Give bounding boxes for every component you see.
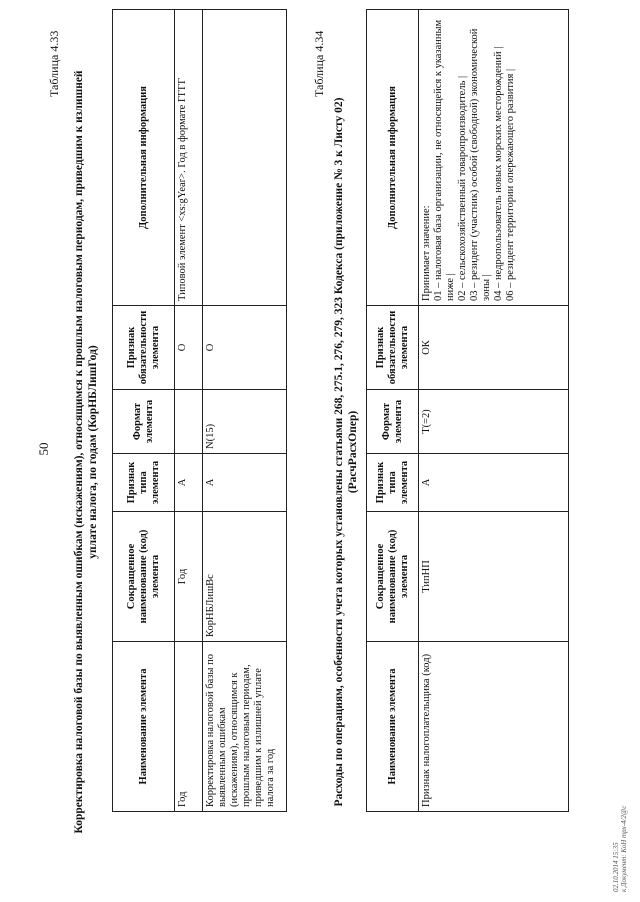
header-cell: Формат элемента <box>367 390 419 454</box>
footer-stamp-line: 02.10.2014 15:35 <box>612 842 620 892</box>
table-row <box>175 10 203 812</box>
table-header-row <box>113 10 175 812</box>
info-option: 04 – недропользователь новых морских месторождений | <box>493 46 504 301</box>
cell-code: КорНБЛишВс <box>203 512 287 642</box>
cell-required: ОК <box>419 306 569 390</box>
header-cell: Признак типа элемента <box>367 454 419 512</box>
footer-stamp-line: к Документ: КоН трх-4/2@с <box>620 805 628 892</box>
header-cell: Признак типа элемента <box>113 454 175 512</box>
cell-name: Год <box>175 642 203 812</box>
header-cell: Наименование элемента <box>113 642 175 812</box>
header-cell: Дополнительная информация <box>113 10 175 306</box>
header-cell: Сокращенное наименование (код) элемента <box>367 512 419 642</box>
header-cell: Сокращенное наименование (код) элемента <box>113 512 175 642</box>
table-33-title: Корректировка налоговой базы по выявленным ошибкам (искажениям), относящимся к прошлым налоговым периодам, приведшим к излишней уплате налога, по годам (КорНБЛишГод) <box>73 70 99 834</box>
header-cell: Формат элемента <box>113 390 175 454</box>
header-cell: Признак обязательности элемента <box>367 306 419 390</box>
info-option: 01 – налоговая база организации, не относящейся к указанным ниже | <box>433 19 456 301</box>
cell-format <box>175 390 203 454</box>
cell-code: ТипНП <box>419 512 569 642</box>
table-33-label: Таблица 4.33 <box>47 30 61 97</box>
cell-info: Типовой элемент <xs:gYear>. Год в формате ГГГГ <box>175 10 203 306</box>
cell-required: О <box>203 306 287 390</box>
cell-type: А <box>175 454 203 512</box>
header-cell: Дополнительная информация <box>367 10 419 306</box>
cell-name: Корректировка налоговой базы по выявленным ошибкам (искажениям), относящимся к прошлым налоговым периодам, приведшим к излишней уплате налога за год <box>203 642 287 812</box>
table-34-label: Таблица 4.34 <box>312 30 326 97</box>
table-row <box>203 10 287 812</box>
cell-format: T(=2) <box>419 390 569 454</box>
cell-format: N(15) <box>203 390 287 454</box>
info-option: 02 – сельскохозяйственный товаропроизводитель | <box>457 75 468 301</box>
cell-info <box>203 10 287 306</box>
table-header-row <box>367 10 419 812</box>
cell-type: А <box>419 454 569 512</box>
footer-stamp <box>612 806 628 892</box>
info-option: 06 – резидент территории опережающего развития | <box>505 68 516 301</box>
cell-code: Год <box>175 512 203 642</box>
table-33 <box>112 9 287 812</box>
cell-name: Признак налогоплательщика (код) <box>419 642 569 812</box>
header-cell: Признак обязательности элемента <box>113 306 175 390</box>
page-number: 50 <box>36 442 51 456</box>
table-34 <box>366 9 569 812</box>
header-cell: Наименование элемента <box>367 642 419 812</box>
info-option: 03 – резидент (участник) особой (свободной) экономической зоны | <box>469 28 492 301</box>
table-row <box>419 10 569 812</box>
info-intro: Принимает значение: <box>421 205 432 301</box>
table-34-title: Расходы по операциям, особенности учета которых установлены статьями 268, 275.1, 276, 279, 323 Кодекса (приложение № 3 к Листу 02) (РасчРасхОпер) <box>333 97 359 807</box>
cell-info <box>419 10 569 306</box>
cell-required: О <box>175 306 203 390</box>
cell-type: А <box>203 454 287 512</box>
